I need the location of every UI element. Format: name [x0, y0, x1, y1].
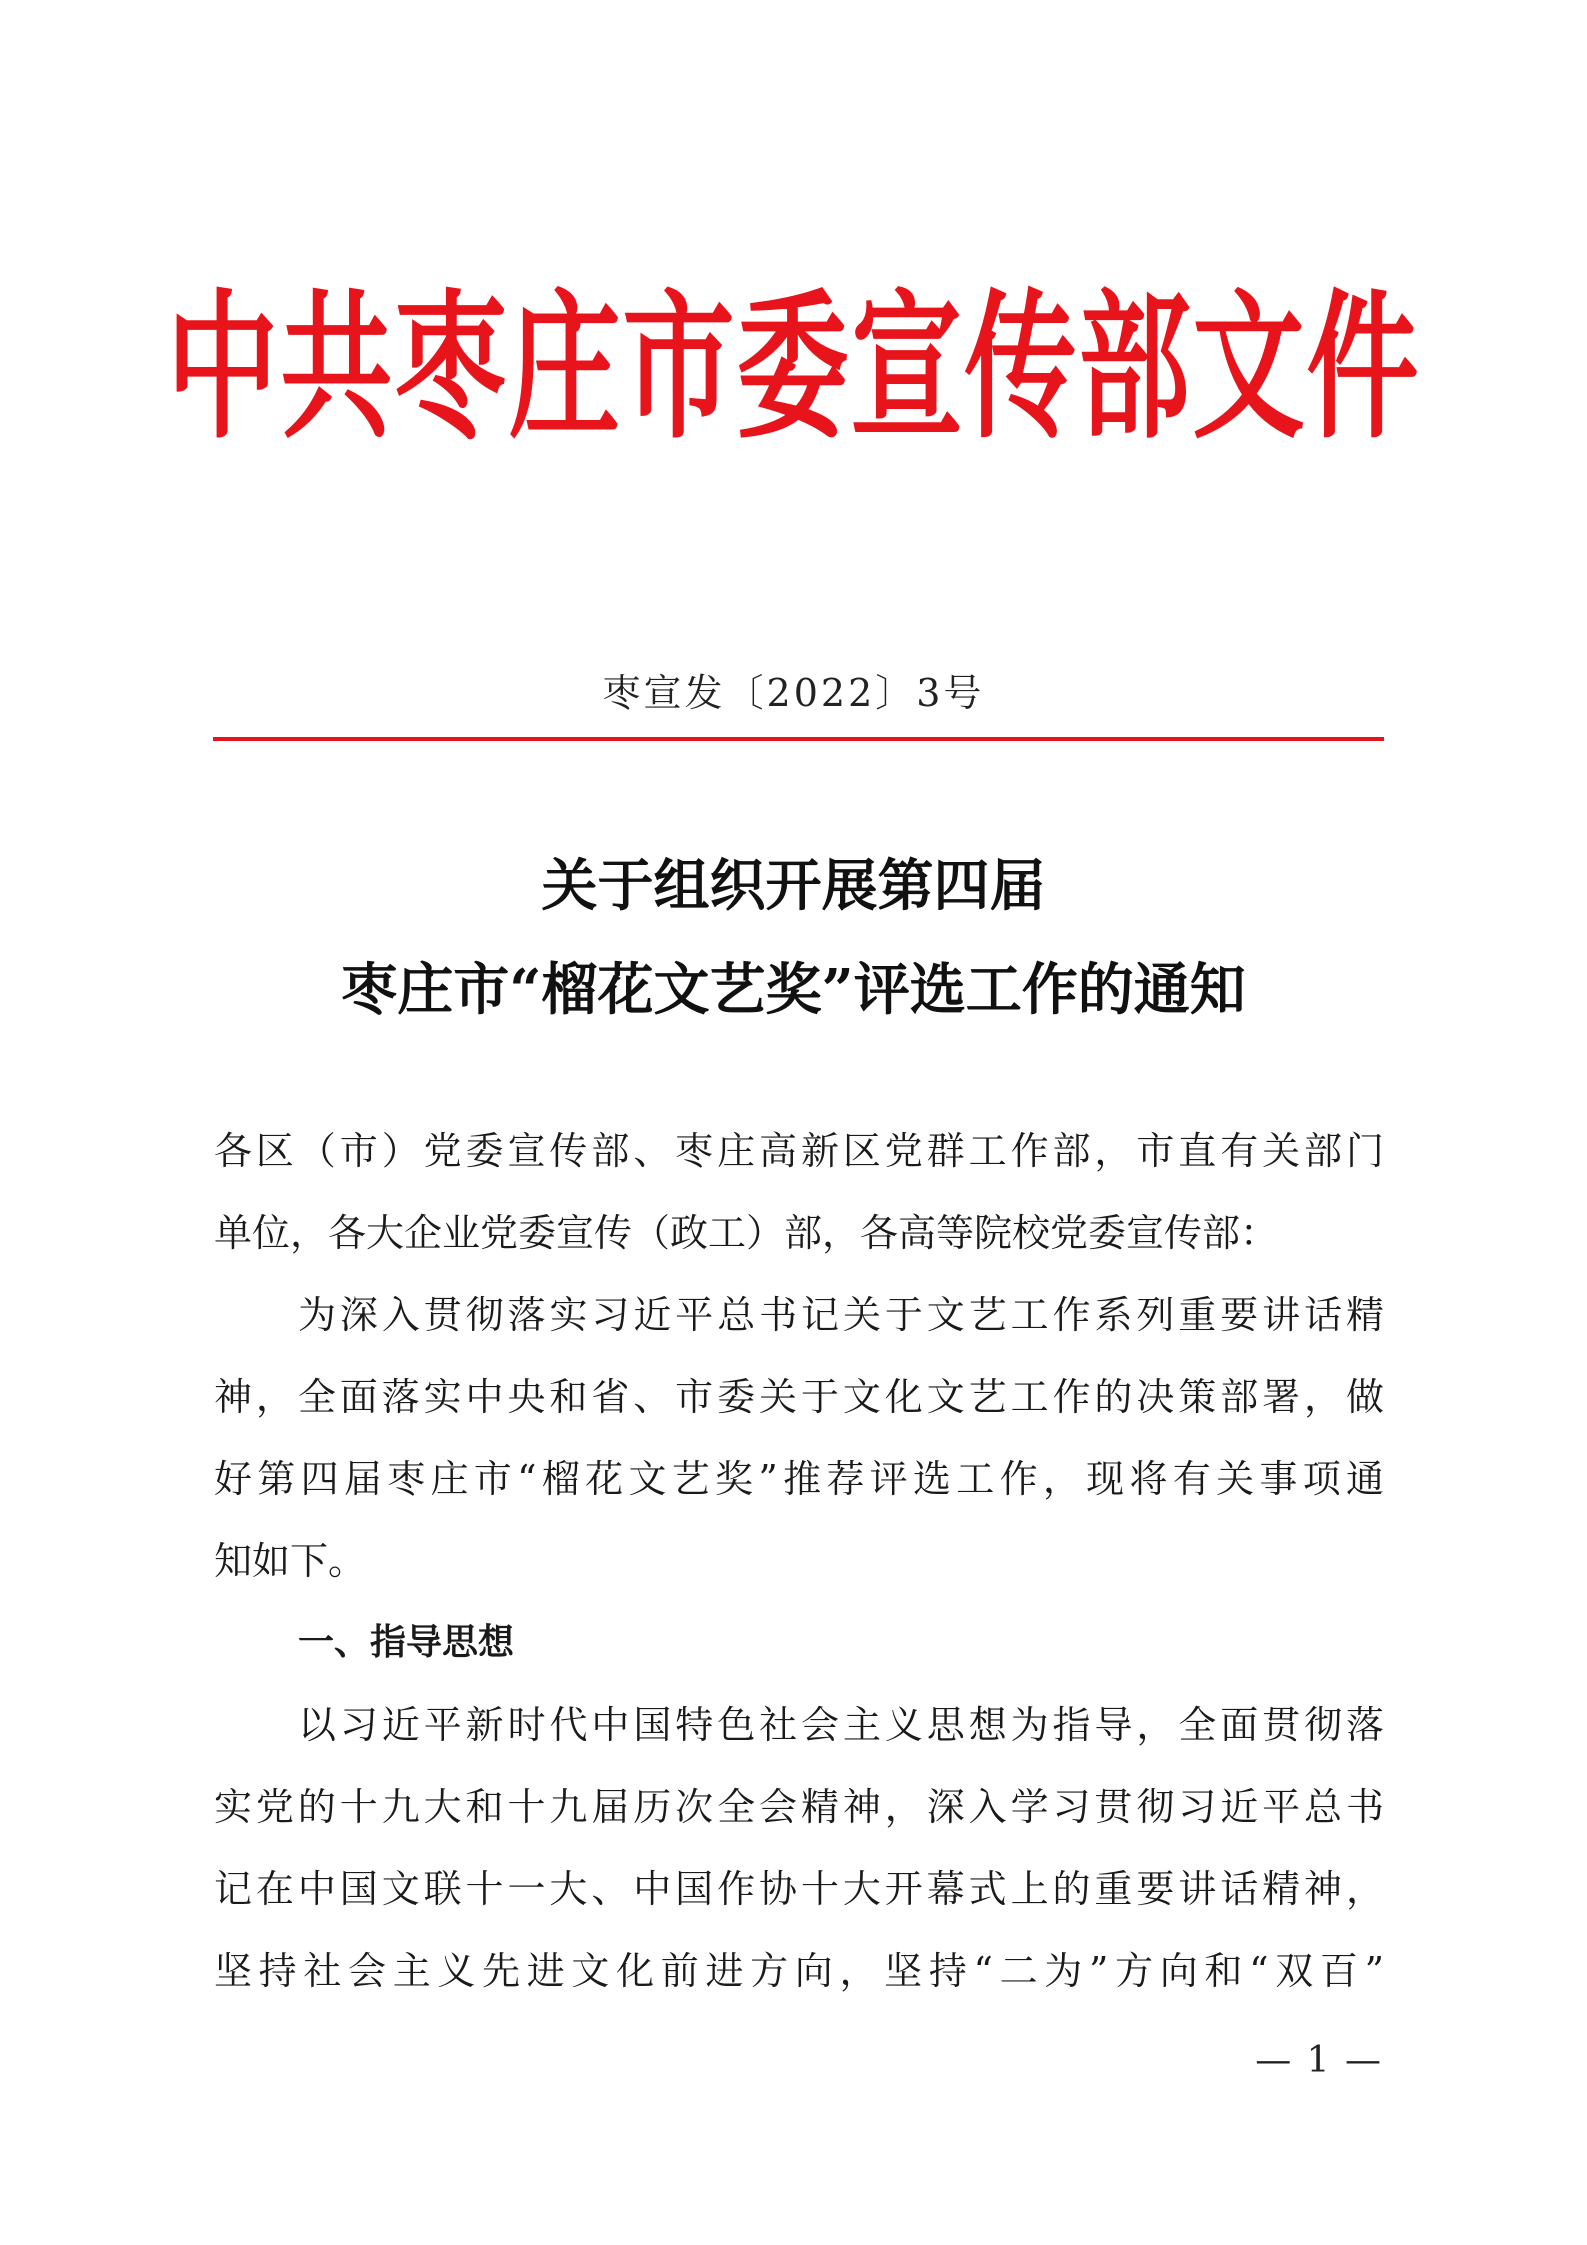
masthead-title: 中共枣庄市委宣传部文件 [166, 276, 1421, 461]
section-heading: 一、指导思想 [298, 1622, 515, 1663]
body-text-line: 为深入贯彻落实习近平总书记关于文艺工作系列重要讲话精 [298, 1293, 1384, 1337]
page-number: — 1 — [1255, 2040, 1383, 2081]
body-text-line: 坚持社会主义先进文化前进方向，坚持“二为”方向和“双百” [214, 1949, 1384, 1993]
red-divider-line [213, 737, 1384, 741]
body-text-line: 以习近平新时代中国特色社会主义思想为指导，全面贯彻落 [298, 1703, 1384, 1747]
body-text-line: 神，全面落实中央和省、市委关于文化文艺工作的决策部署，做 [214, 1375, 1384, 1419]
notice-title-line-1: 关于组织开展第四届 [541, 853, 1046, 919]
body-text-line: 单位，各大企业党委宣传（政工）部，各高等院校党委宣传部： [214, 1211, 1279, 1255]
body-text-line: 知如下。 [214, 1539, 367, 1583]
notice-title-line-2: 枣庄市“榴花文艺奖”评选工作的通知 [341, 957, 1246, 1023]
body-text-line: 实党的十九大和十九届历次全会精神，深入学习贯彻习近平总书 [214, 1785, 1384, 1829]
document-number: 枣宣发〔2022〕3号 [602, 671, 985, 715]
body-text-line: 好第四届枣庄市“榴花文艺奖”推荐评选工作，现将有关事项通 [214, 1457, 1384, 1501]
body-text-line: 记在中国文联十一大、中国作协十大开幕式上的重要讲话精神， [214, 1867, 1384, 1911]
body-text-line: 各区（市）党委宣传部、枣庄高新区党群工作部，市直有关部门 [214, 1129, 1384, 1173]
